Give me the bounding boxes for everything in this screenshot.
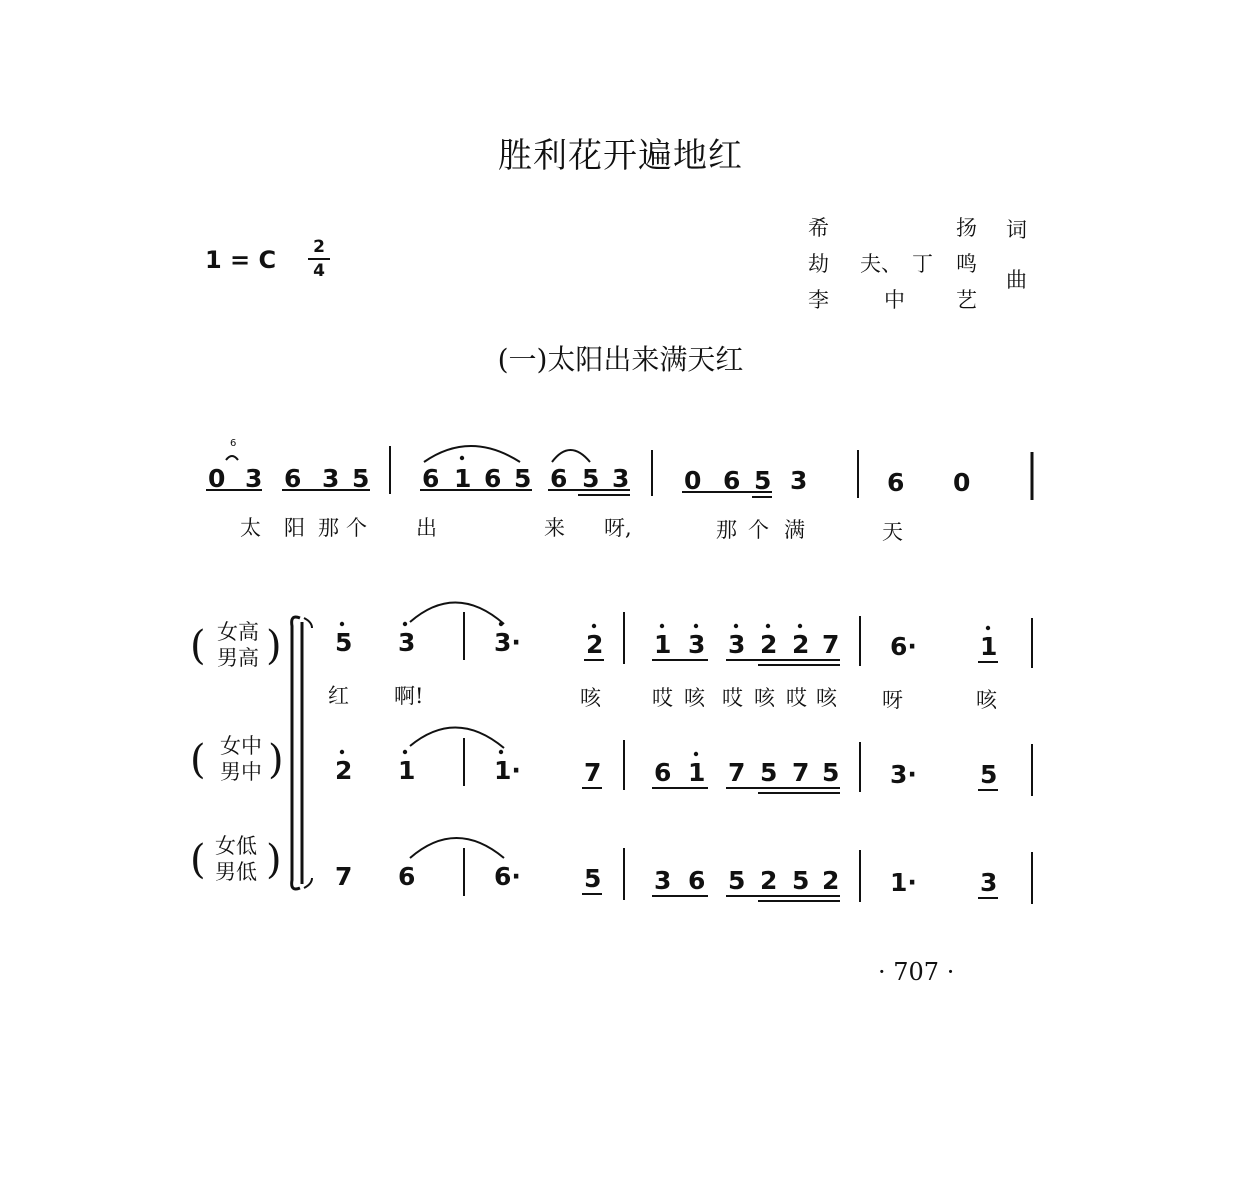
slur <box>552 450 590 462</box>
lyric-char: 咳 <box>580 686 601 710</box>
note: 5 <box>352 464 370 493</box>
section-title: (一)太阳出来满天红 <box>497 343 744 376</box>
lyric-char: 哎 <box>652 686 673 710</box>
lyric-char: 天 <box>882 520 903 544</box>
note: 5 <box>728 866 746 895</box>
system-bracket <box>304 618 312 888</box>
note: 5 <box>584 864 602 893</box>
note: 3 <box>654 866 672 895</box>
lyric-char: 呀, <box>604 516 632 540</box>
note: 2 <box>760 866 778 895</box>
note: 7 <box>335 862 353 891</box>
lyric-char: 咳 <box>816 686 837 710</box>
note: 0 <box>684 466 702 495</box>
lyric-char: 咳 <box>976 688 997 712</box>
key-signature: 1 = C <box>205 246 277 274</box>
voice-label-paren: ) <box>268 737 284 783</box>
lyric-char: 哎 <box>722 686 743 710</box>
lyric-char: 啊! <box>394 684 424 708</box>
lyric-char: 哎 <box>786 686 807 710</box>
voice-label-paren: ( <box>190 737 206 783</box>
lyric-char: 那 <box>716 518 737 542</box>
note: 1 <box>398 756 416 785</box>
composer-char: 中 <box>884 288 905 312</box>
octave-dot <box>694 624 698 628</box>
note: 5 <box>514 464 532 493</box>
octave-dot <box>986 626 990 630</box>
voice-label-top: 女低 <box>215 834 257 858</box>
note: 5 <box>582 464 600 493</box>
octave-dot <box>403 750 407 754</box>
slur <box>410 838 504 858</box>
page-number: · 707 · <box>878 958 955 986</box>
voice-label-bottom: 男低 <box>215 860 257 884</box>
note: 1 <box>654 630 672 659</box>
note: 3· <box>494 628 521 657</box>
composer-char: 丁 <box>912 252 933 276</box>
note: 5 <box>822 758 840 787</box>
grace-slur <box>226 456 238 460</box>
octave-dot <box>340 622 344 626</box>
voice-label-bottom: 男高 <box>217 646 259 670</box>
octave-dot <box>660 624 664 628</box>
note: 2 <box>760 630 778 659</box>
lyricist-char: 希 <box>808 216 829 240</box>
note: 6 <box>284 464 302 493</box>
note: 6 <box>422 464 440 493</box>
note: 3 <box>728 630 746 659</box>
note: 1· <box>890 868 917 897</box>
note: 3· <box>890 760 917 789</box>
voice-label-paren: ( <box>190 837 206 883</box>
note: 3 <box>398 628 416 657</box>
slur <box>410 602 504 624</box>
lyric-char: 咳 <box>684 686 705 710</box>
note: 1 <box>980 632 998 661</box>
note: 3 <box>688 630 706 659</box>
note: 6 <box>484 464 502 493</box>
note: 5 <box>980 760 998 789</box>
note: 5 <box>754 466 772 495</box>
note: 3 <box>612 464 630 493</box>
lyric-char: 太 <box>240 516 261 540</box>
lyric-char: 阳 <box>284 516 305 540</box>
note: 3 <box>790 466 808 495</box>
note: 2 <box>335 756 353 785</box>
composer-char: 李 <box>808 288 829 312</box>
note: 6· <box>890 632 917 661</box>
note: 7 <box>822 630 840 659</box>
note: 6 <box>398 862 416 891</box>
system-bracket <box>292 617 300 889</box>
note: 5 <box>760 758 778 787</box>
octave-dot <box>734 624 738 628</box>
note: 2 <box>586 630 604 659</box>
octave-dot <box>499 750 503 754</box>
note: 1 <box>688 758 706 787</box>
lyricist-role: 词 <box>1006 218 1027 242</box>
voice-label-paren: ( <box>190 623 206 669</box>
voice-label-top: 女高 <box>217 620 259 644</box>
note: 7 <box>792 758 810 787</box>
note: 7 <box>728 758 746 787</box>
octave-dot <box>766 624 770 628</box>
octave-dot <box>694 752 698 756</box>
voice-label-bottom: 男中 <box>220 760 262 784</box>
note: 3 <box>980 868 998 897</box>
lyric-char: 红 <box>328 684 349 708</box>
note: 0 <box>953 468 971 497</box>
lyric-char: 满 <box>784 518 805 542</box>
note: 1 <box>454 464 472 493</box>
note: 0 <box>208 464 226 493</box>
lyricist-char: 扬 <box>956 216 977 240</box>
voice-label-paren: ) <box>266 623 282 669</box>
composer-char: 艺 <box>956 288 977 312</box>
lyric-char: 个 <box>346 516 367 540</box>
note: 6 <box>688 866 706 895</box>
lyric-char: 个 <box>748 518 769 542</box>
slur <box>410 727 504 748</box>
composer-char: 夫、 <box>860 252 902 276</box>
note: 2 <box>822 866 840 895</box>
note: 3 <box>245 464 263 493</box>
octave-dot <box>403 622 407 626</box>
note: 2 <box>792 630 810 659</box>
note: 6· <box>494 862 521 891</box>
octave-dot <box>798 624 802 628</box>
octave-dot <box>340 750 344 754</box>
note: 3 <box>322 464 340 493</box>
lyric-char: 咳 <box>754 686 775 710</box>
composer-role: 曲 <box>1006 268 1027 292</box>
slur <box>424 446 520 462</box>
note: 5 <box>335 628 353 657</box>
voice-label-top: 女中 <box>220 734 262 758</box>
lyric-char: 那 <box>318 516 339 540</box>
octave-dot <box>499 622 503 626</box>
note: 6 <box>654 758 672 787</box>
time-signature-denominator: 4 <box>313 261 325 281</box>
song-title: 胜利花开遍地红 <box>498 136 743 176</box>
note: 7 <box>584 758 602 787</box>
note: 5 <box>792 866 810 895</box>
octave-dot <box>460 456 464 460</box>
voice-label-paren: ) <box>266 837 282 883</box>
grace-note: 6 <box>230 438 237 449</box>
note: 6 <box>550 464 568 493</box>
note: 6 <box>887 468 905 497</box>
note: 1· <box>494 756 521 785</box>
lyric-char: 来 <box>544 516 565 540</box>
lyric-char: 出 <box>416 516 437 540</box>
octave-dot <box>592 624 596 628</box>
composer-char: 劫 <box>808 252 829 276</box>
lyric-char: 呀 <box>882 688 903 712</box>
note: 6 <box>723 466 741 495</box>
time-signature-numerator: 2 <box>308 236 330 260</box>
composer-char: 鸣 <box>956 252 977 276</box>
